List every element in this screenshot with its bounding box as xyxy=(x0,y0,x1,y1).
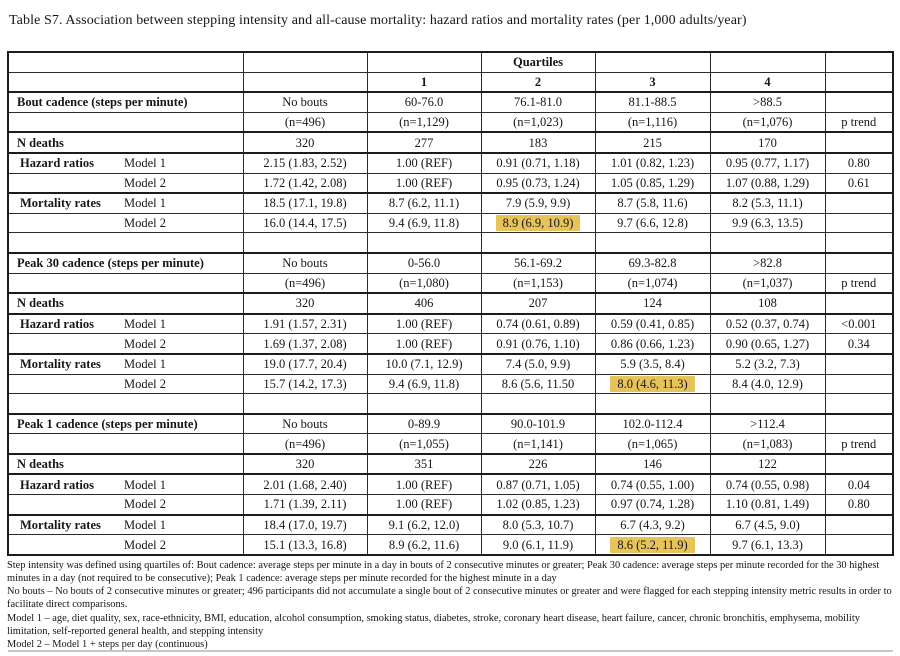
cell xyxy=(825,454,893,475)
hazard-ratio-cell: 0.74 (0.55, 1.00) xyxy=(595,474,710,494)
cell xyxy=(8,273,243,293)
hazard-ratio-cell: 0.91 (0.71, 1.18) xyxy=(481,153,595,173)
p-trend-value-cell: 0.61 xyxy=(825,173,893,193)
cell xyxy=(595,52,710,72)
highlight-mark: 8.0 (4.6, 11.3) xyxy=(610,376,694,392)
p-trend-value-cell: 0.80 xyxy=(825,495,893,515)
cell xyxy=(367,52,481,72)
hazard-ratio-cell: 1.00 (REF) xyxy=(367,153,481,173)
cadence-range-cell: 60-76.0 xyxy=(367,92,481,112)
model-label: Model 2 xyxy=(124,537,167,552)
mortality-rate-cell: 15.7 (14.2, 17.3) xyxy=(243,374,367,394)
hazard-ratio-model1-row xyxy=(8,153,893,173)
hazard-ratio-cell: 1.69 (1.37, 2.08) xyxy=(243,334,367,354)
sample-size-cell: (n=1,055) xyxy=(367,434,481,454)
table-footnotes xyxy=(7,556,892,651)
model-label: Model 1 xyxy=(124,196,167,211)
cell xyxy=(825,515,893,535)
p-trend-value-cell: 0.34 xyxy=(825,334,893,354)
hazard-ratio-cell: 1.00 (REF) xyxy=(367,474,481,494)
hazard-ratio-cell: 1.00 (REF) xyxy=(367,334,481,354)
spacer-row xyxy=(8,394,893,414)
n-deaths-value-cell: 277 xyxy=(367,132,481,153)
mortality-rate-cell: 6.7 (4.3, 9.2) xyxy=(595,515,710,535)
results-table xyxy=(7,51,894,556)
n-deaths-value-cell: 215 xyxy=(595,132,710,153)
cell xyxy=(8,72,243,92)
hazard-ratio-cell: 1.07 (0.88, 1.29) xyxy=(710,173,825,193)
cell xyxy=(825,132,893,153)
row-label-cell xyxy=(8,334,243,354)
cadence-range-cell: 102.0-112.4 xyxy=(595,414,710,434)
hazard-ratio-model1-row xyxy=(8,314,893,334)
hazard-ratio-cell: 1.02 (0.85, 1.23) xyxy=(481,495,595,515)
quartile-number-cell: 2 xyxy=(481,72,595,92)
hazard-ratio-cell: 1.72 (1.42, 2.08) xyxy=(243,173,367,193)
n-deaths-value-cell: 320 xyxy=(243,454,367,475)
cell xyxy=(243,52,367,72)
cell xyxy=(825,233,893,253)
n-deaths-value-cell: 146 xyxy=(595,454,710,475)
cell xyxy=(825,354,893,374)
hazard-ratio-cell: 0.90 (0.65, 1.27) xyxy=(710,334,825,354)
hazard-ratio-cell: 0.86 (0.66, 1.23) xyxy=(595,334,710,354)
mortality-rate-cell: 8.9 (6.2, 11.6) xyxy=(367,535,481,555)
n-deaths-row xyxy=(8,132,893,153)
cell xyxy=(595,233,710,253)
row-category-label: Mortality rates xyxy=(20,196,101,211)
n-deaths-label-cell: N deaths xyxy=(8,132,243,153)
mortality-rate-cell: 8.6 (5.6, 11.50 xyxy=(481,374,595,394)
cell xyxy=(825,394,893,414)
highlighted-mortality-rate-cell xyxy=(481,213,595,233)
cell xyxy=(825,253,893,273)
cell xyxy=(481,233,595,253)
mortality-rate-model2-row xyxy=(8,374,893,394)
results-table-body xyxy=(8,52,893,555)
cell xyxy=(367,233,481,253)
hazard-ratio-cell: 0.87 (0.71, 1.05) xyxy=(481,474,595,494)
quartile-numbers-row xyxy=(8,72,893,92)
n-deaths-label-cell: N deaths xyxy=(8,293,243,314)
model-label: Model 2 xyxy=(124,336,167,351)
page-bottom-rule xyxy=(8,650,893,652)
hazard-ratio-cell: 2.01 (1.68, 2.40) xyxy=(243,474,367,494)
row-label-cell xyxy=(8,495,243,515)
mortality-rate-cell: 8.4 (4.0, 12.9) xyxy=(710,374,825,394)
row-label-cell xyxy=(8,173,243,193)
cadence-range-cell: 90.0-101.9 xyxy=(481,414,595,434)
row-label-cell xyxy=(8,474,243,494)
mortality-rate-cell: 8.7 (5.8, 11.6) xyxy=(595,193,710,213)
cadence-range-cell: No bouts xyxy=(243,414,367,434)
quartiles-header-row xyxy=(8,52,893,72)
sample-size-row xyxy=(8,434,893,454)
row-label-cell xyxy=(8,213,243,233)
mortality-rate-cell: 9.4 (6.9, 11.8) xyxy=(367,213,481,233)
n-deaths-value-cell: 207 xyxy=(481,293,595,314)
quartiles-header-cell: Quartiles xyxy=(481,52,595,72)
row-label-cell xyxy=(8,515,243,535)
cadence-range-cell: >88.5 xyxy=(710,92,825,112)
sample-size-cell: (n=1,083) xyxy=(710,434,825,454)
cell xyxy=(243,394,367,414)
cell xyxy=(825,414,893,434)
p-trend-header-cell: p trend xyxy=(825,434,893,454)
mortality-rate-model1-row xyxy=(8,515,893,535)
sample-size-cell: (n=1,141) xyxy=(481,434,595,454)
footnote-step-intensity: Step intensity was defined using quartiles of: Bout cadence: average steps per minute in a day in bouts of 2 consecutive minutes or greater; Peak 30 cadence: average steps per minute recorded for the 30 highest minutes in a day (not required to be consecutive); Peak 1 cadence: average steps per minute recorded for the highest minute in a day xyxy=(7,559,880,585)
cadence-range-cell: 69.3-82.8 xyxy=(595,253,710,273)
row-label-cell xyxy=(8,153,243,173)
mortality-rate-model1-row xyxy=(8,193,893,213)
row-category-label: Hazard ratios xyxy=(20,317,94,332)
n-deaths-row xyxy=(8,454,893,475)
cell xyxy=(8,52,243,72)
mortality-rate-cell: 9.0 (6.1, 11.9) xyxy=(481,535,595,555)
n-deaths-row xyxy=(8,293,893,314)
section-header-row xyxy=(8,414,893,434)
sample-size-cell: (n=1,023) xyxy=(481,112,595,132)
hazard-ratio-cell: 1.00 (REF) xyxy=(367,495,481,515)
section-name-cell: Bout cadence (steps per minute) xyxy=(8,92,243,112)
n-deaths-value-cell: 406 xyxy=(367,293,481,314)
mortality-rate-model1-row xyxy=(8,354,893,374)
model-label: Model 2 xyxy=(124,175,167,190)
cell xyxy=(710,394,825,414)
sample-size-cell: (n=1,065) xyxy=(595,434,710,454)
sample-size-cell: (n=1,116) xyxy=(595,112,710,132)
mortality-rate-cell: 8.7 (6.2, 11.1) xyxy=(367,193,481,213)
hazard-ratio-cell: 1.05 (0.85, 1.29) xyxy=(595,173,710,193)
n-deaths-value-cell: 124 xyxy=(595,293,710,314)
cell xyxy=(825,92,893,112)
section-name-cell: Peak 1 cadence (steps per minute) xyxy=(8,414,243,434)
hazard-ratio-cell: 1.91 (1.57, 2.31) xyxy=(243,314,367,334)
cell xyxy=(8,434,243,454)
sample-size-cell: (n=496) xyxy=(243,434,367,454)
model-label: Model 1 xyxy=(124,317,167,332)
row-category-label: Hazard ratios xyxy=(20,156,94,171)
mortality-rate-cell: 9.1 (6.2, 12.0) xyxy=(367,515,481,535)
hazard-ratio-cell: 1.01 (0.82, 1.23) xyxy=(595,153,710,173)
model-label: Model 1 xyxy=(124,477,167,492)
n-deaths-value-cell: 320 xyxy=(243,132,367,153)
cell xyxy=(481,394,595,414)
hazard-ratio-cell: 0.59 (0.41, 0.85) xyxy=(595,314,710,334)
mortality-rate-cell: 16.0 (14.4, 17.5) xyxy=(243,213,367,233)
quartile-number-cell: 1 xyxy=(367,72,481,92)
mortality-rate-cell: 10.0 (7.1, 12.9) xyxy=(367,354,481,374)
hazard-ratio-cell: 1.10 (0.81, 1.49) xyxy=(710,495,825,515)
cell xyxy=(825,374,893,394)
hazard-ratio-model2-row xyxy=(8,495,893,515)
p-trend-value-cell: 0.80 xyxy=(825,153,893,173)
mortality-rate-cell: 9.9 (6.3, 13.5) xyxy=(710,213,825,233)
hazard-ratio-model2-row xyxy=(8,334,893,354)
footnote-model1: Model 1 – age, diet quality, sex, race-ethnicity, BMI, education, alcohol consumption, smoking status, diabetes, stroke, coronary heart disease, heart failure, cancer, chronic bronchitis, emphysema, mobility limitation, self-reported general health, and stepping intensity xyxy=(7,612,860,637)
mortality-rate-cell: 19.0 (17.7, 20.4) xyxy=(243,354,367,374)
p-trend-value-cell: 0.04 xyxy=(825,474,893,494)
sample-size-cell: (n=1,037) xyxy=(710,273,825,293)
section-header-row xyxy=(8,92,893,112)
cadence-range-cell: 81.1-88.5 xyxy=(595,92,710,112)
mortality-rate-cell: 8.2 (5.3, 11.1) xyxy=(710,193,825,213)
footnote-no-bouts: No bouts – No bouts of 2 consecutive minutes or greater; 496 participants did not accumulate a single bout of 2 consecutive minutes or greater and were flagged for each stepping intensity metric results in order to facilitate direct comparisons. xyxy=(7,586,892,611)
section-header-row xyxy=(8,253,893,273)
model-label: Model 2 xyxy=(124,497,167,512)
row-label-cell xyxy=(8,354,243,374)
hazard-ratio-cell: 0.91 (0.76, 1.10) xyxy=(481,334,595,354)
cadence-range-cell: 0-56.0 xyxy=(367,253,481,273)
n-deaths-value-cell: 351 xyxy=(367,454,481,475)
quartile-number-cell: 3 xyxy=(595,72,710,92)
mortality-rate-cell: 7.9 (5.9, 9.9) xyxy=(481,193,595,213)
quartile-number-cell: 4 xyxy=(710,72,825,92)
hazard-ratio-cell: 2.15 (1.83, 2.52) xyxy=(243,153,367,173)
row-label-cell xyxy=(8,314,243,334)
footnote-model2: Model 2 – Model 1 + steps per day (continuous) xyxy=(7,639,208,651)
cell xyxy=(243,233,367,253)
mortality-rate-cell: 18.5 (17.1, 19.8) xyxy=(243,193,367,213)
mortality-rate-cell: 18.4 (17.0, 19.7) xyxy=(243,515,367,535)
cadence-range-cell: No bouts xyxy=(243,253,367,273)
cell xyxy=(825,213,893,233)
mortality-rate-cell: 8.0 (5.3, 10.7) xyxy=(481,515,595,535)
n-deaths-value-cell: 108 xyxy=(710,293,825,314)
hazard-ratio-cell: 0.95 (0.73, 1.24) xyxy=(481,173,595,193)
mortality-rate-model2-row xyxy=(8,535,893,555)
cell xyxy=(825,193,893,213)
table-title: Table S7. Association between stepping intensity and all-cause mortality: hazard ratios and mortality rates (per 1,000 adults/year) xyxy=(9,13,747,28)
hazard-ratio-model2-row xyxy=(8,173,893,193)
row-label-cell xyxy=(8,535,243,555)
hazard-ratio-cell: 1.00 (REF) xyxy=(367,173,481,193)
section-name-cell: Peak 30 cadence (steps per minute) xyxy=(8,253,243,273)
mortality-rate-cell: 15.1 (13.3, 16.8) xyxy=(243,535,367,555)
n-deaths-value-cell: 170 xyxy=(710,132,825,153)
hazard-ratio-cell: 0.74 (0.61, 0.89) xyxy=(481,314,595,334)
cell xyxy=(595,394,710,414)
sample-size-row xyxy=(8,273,893,293)
cell xyxy=(243,72,367,92)
cadence-range-cell: >112.4 xyxy=(710,414,825,434)
model-label: Model 2 xyxy=(124,216,167,231)
spacer-row xyxy=(8,233,893,253)
cell xyxy=(367,394,481,414)
mortality-rate-cell: 5.2 (3.2, 7.3) xyxy=(710,354,825,374)
hazard-ratio-cell: 0.52 (0.37, 0.74) xyxy=(710,314,825,334)
p-trend-value-cell: <0.001 xyxy=(825,314,893,334)
mortality-rate-cell: 9.7 (6.6, 12.8) xyxy=(595,213,710,233)
sample-size-cell: (n=1,153) xyxy=(481,273,595,293)
n-deaths-value-cell: 320 xyxy=(243,293,367,314)
mortality-rate-model2-row xyxy=(8,213,893,233)
sample-size-cell: (n=496) xyxy=(243,273,367,293)
n-deaths-value-cell: 226 xyxy=(481,454,595,475)
cell xyxy=(825,72,893,92)
sample-size-cell: (n=1,129) xyxy=(367,112,481,132)
row-label-cell xyxy=(8,374,243,394)
highlight-mark: 8.6 (5.2, 11.9) xyxy=(610,537,694,553)
hazard-ratio-cell: 0.74 (0.55, 0.98) xyxy=(710,474,825,494)
cadence-range-cell: 56.1-69.2 xyxy=(481,253,595,273)
n-deaths-value-cell: 122 xyxy=(710,454,825,475)
p-trend-header-cell: p trend xyxy=(825,112,893,132)
hazard-ratio-cell: 0.97 (0.74, 1.28) xyxy=(595,495,710,515)
hazard-ratio-cell: 1.71 (1.39, 2.11) xyxy=(243,495,367,515)
n-deaths-label-cell: N deaths xyxy=(8,454,243,475)
cell xyxy=(710,52,825,72)
cadence-range-cell: 0-89.9 xyxy=(367,414,481,434)
row-category-label: Mortality rates xyxy=(20,517,101,532)
sample-size-cell: (n=1,076) xyxy=(710,112,825,132)
cadence-range-cell: No bouts xyxy=(243,92,367,112)
row-label-cell xyxy=(8,193,243,213)
sample-size-cell: (n=1,080) xyxy=(367,273,481,293)
cell xyxy=(825,52,893,72)
model-label: Model 2 xyxy=(124,376,167,391)
row-category-label: Hazard ratios xyxy=(20,477,94,492)
highlighted-mortality-rate-cell xyxy=(595,535,710,555)
mortality-rate-cell: 9.7 (6.1, 13.3) xyxy=(710,535,825,555)
sample-size-cell: (n=496) xyxy=(243,112,367,132)
cell xyxy=(8,112,243,132)
hazard-ratio-cell: 0.95 (0.77, 1.17) xyxy=(710,153,825,173)
highlighted-mortality-rate-cell xyxy=(595,374,710,394)
highlight-mark: 8.9 (6.9, 10.9) xyxy=(496,215,581,231)
mortality-rate-cell: 5.9 (3.5, 8.4) xyxy=(595,354,710,374)
cell xyxy=(8,233,243,253)
cell xyxy=(710,233,825,253)
cadence-range-cell: 76.1-81.0 xyxy=(481,92,595,112)
sample-size-row xyxy=(8,112,893,132)
sample-size-cell: (n=1,074) xyxy=(595,273,710,293)
hazard-ratio-cell: 1.00 (REF) xyxy=(367,314,481,334)
mortality-rate-cell: 6.7 (4.5, 9.0) xyxy=(710,515,825,535)
n-deaths-value-cell: 183 xyxy=(481,132,595,153)
p-trend-header-cell: p trend xyxy=(825,273,893,293)
model-label: Model 1 xyxy=(124,156,167,171)
row-category-label: Mortality rates xyxy=(20,357,101,372)
model-label: Model 1 xyxy=(124,517,167,532)
cell xyxy=(825,293,893,314)
cadence-range-cell: >82.8 xyxy=(710,253,825,273)
hazard-ratio-model1-row xyxy=(8,474,893,494)
mortality-rate-cell: 9.4 (6.9, 11.8) xyxy=(367,374,481,394)
cell xyxy=(825,535,893,555)
cell xyxy=(8,394,243,414)
mortality-rate-cell: 7.4 (5.0, 9.9) xyxy=(481,354,595,374)
model-label: Model 1 xyxy=(124,357,167,372)
